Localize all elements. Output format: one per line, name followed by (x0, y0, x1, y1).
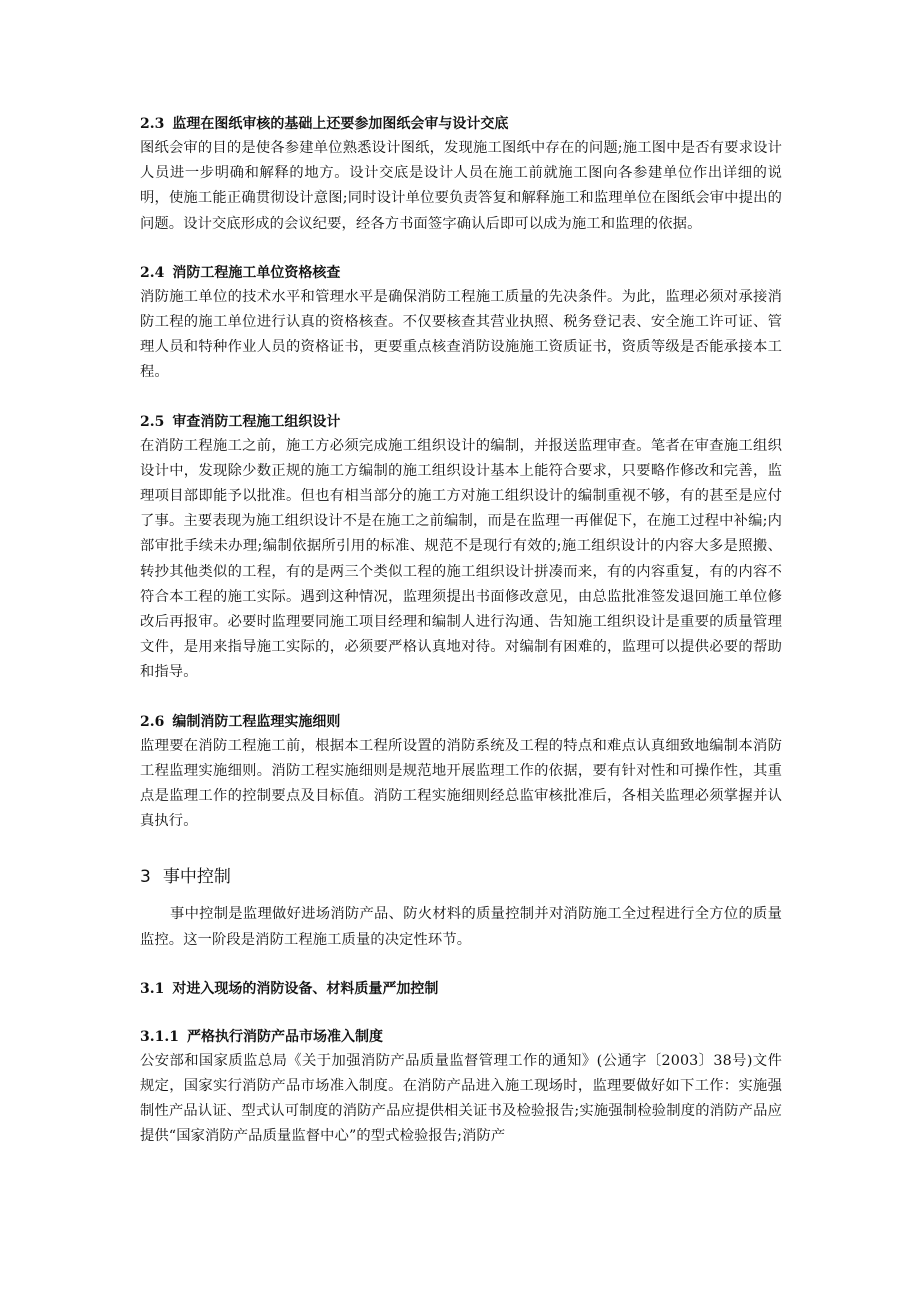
section-body-3-1-1: 公安部和国家质监总局《关于加强消防产品质量监督管理工作的通知》(公通字〔2003〕38号)文件规定，国家实行消防产品市场准入制度。在消防产品进入施工现场时，监理要做好如下工作：实施强制性产品认证、型式认可制度的消防产品应提供相关证书及检验报告;实施强制检验制度的消防产品应提供“国家消防产品质量监督中心”的型式检验报告;消防产 (140, 1052, 782, 1145)
section-body-2-5: 在消防工程施工之前，施工方必须完成施工组织设计的编制，并报送监理审查。笔者在审查施工组织设计中，发现除少数正规的施工方编制的施工组织设计基本上能符合要求，只要略作修改和完善，监理项目部即能予以批准。但也有相当部分的施工方对施工组织设计的编制重视不够，有的甚至是应付了事。主要表现为施工组织设计不是在施工之前编制，而是在监理一再催促下，在施工过程中补编;内部审批手续未办理;编制依据所引用的标准、规范不是现行有效的;施工组织设计的内容大多是照搬、转抄其他类似的工程，有的是两三个类似工程的施工组织设计拼凑而来，有的内容重复，有的内容不符合本工程的施工实际。遇到这种情况，监理须提出书面修改意见，由总监批准签发退回施工单位修改后再报审。必要时监理要同施工项目经理和编制人进行沟通、告知施工组织设计是重要的质量管理文件，是用来指导施工实际的，必须要严格认真地对待。对编制有困难的，监理可以提供必要的帮助和指导。 (140, 437, 782, 681)
section-number: 2.5 (140, 413, 165, 430)
section-title: 编制消防工程监理实施细则 (172, 713, 341, 730)
chapter-heading-3 (140, 864, 782, 890)
section-title: 审查消防工程施工组织设计 (172, 413, 341, 430)
section-title: 监理在图纸审核的基础上还要参加图纸会审与设计交底 (172, 116, 509, 132)
section-heading-2-5 (140, 410, 782, 434)
section-heading-3-1-1 (140, 1025, 782, 1049)
section-heading-2-3 (140, 112, 782, 136)
section-heading-3-1 (140, 977, 782, 1001)
section-number: 2.3 (140, 116, 165, 132)
section-body-2-6: 监理要在消防工程施工前，根据本工程所设置的消防系统及工程的特点和难点认真细致地编制本消防工程监理实施细则。消防工程实施细则是规范地开展监理工作的依据，要有针对性和可操作性，其重点是监理工作的控制要点及目标值。消防工程实施细则经总监审核批准后，各相关监理必须掌握并认真执行。 (140, 737, 782, 830)
document-page (140, 112, 782, 1150)
chapter-title: 事中控制 (162, 867, 231, 888)
section-number: 2.6 (140, 713, 165, 730)
section-title: 消防工程施工单位资格核查 (172, 264, 341, 281)
chapter-intro: 事中控制是监理做好进场消防产品、防火材料的质量控制并对消防施工全过程进行全方位的质量监控。这一阶段是消防工程施工质量的决定性环节。 (140, 906, 782, 948)
section-heading-2-4 (140, 261, 782, 285)
section-title: 严格执行消防产品市场准入制度 (186, 1028, 383, 1045)
section-number: 3.1 (140, 980, 165, 997)
section-body-2-3: 图纸会审的目的是使各参建单位熟悉设计图纸，发现施工图纸中存在的问题;施工图中是否有要求设计人员进一步明确和解释的地方。设计交底是设计人员在施工前就施工图向各参建单位作出详细的说明，使施工能正确贯彻设计意图;同时设计单位要负责答复和解释施工和监理单位在图纸会审中提出的问题。设计交底形成的会议纪要，经各方书面签字确认后即可以成为施工和监理的依据。 (140, 140, 782, 232)
section-body-2-4: 消防施工单位的技术水平和管理水平是确保消防工程施工质量的先决条件。为此，监理必须对承接消防工程的施工单位进行认真的资格核查。不仅要核查其营业执照、税务登记表、安全施工许可证、管理人员和特种作业人员的资格证书，更要重点核查消防设施施工资质证书，资质等级是否能承接本工程。 (140, 288, 782, 381)
section-number: 3.1.1 (140, 1028, 179, 1045)
section-heading-2-6 (140, 710, 782, 734)
section-title: 对进入现场的消防设备、材料质量严加控制 (172, 980, 439, 997)
section-number: 2.4 (140, 264, 165, 281)
chapter-number: 3 (140, 867, 151, 888)
